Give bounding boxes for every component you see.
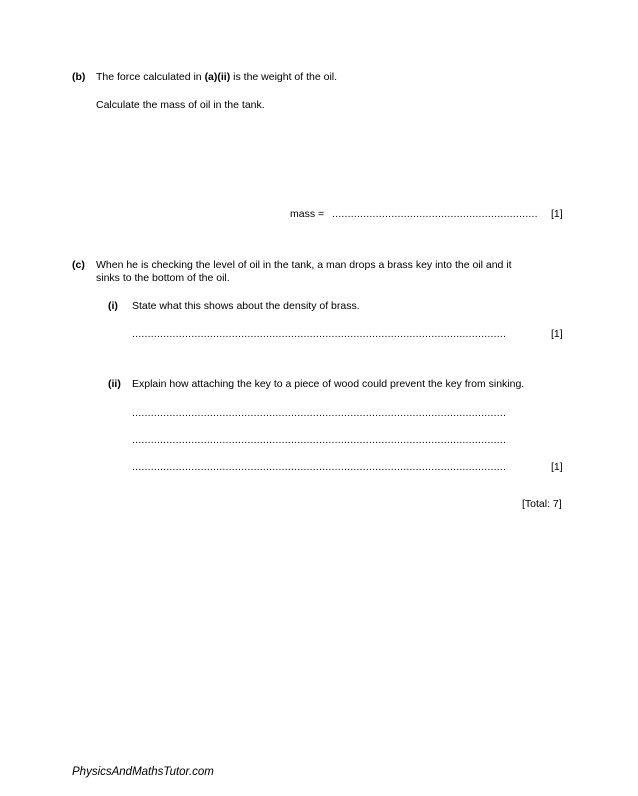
- question-label-c: (c): [72, 259, 85, 271]
- marks-c-ii: [1]: [551, 461, 563, 473]
- question-b-instruction: Calculate the mass of oil in the tank.: [96, 99, 265, 111]
- question-c-stem-line1: When he is checking the level of oil in the tank, a man drops a brass key into the oil and it: [96, 259, 512, 271]
- subquestion-label-i: (i): [108, 300, 118, 312]
- answer-line-i[interactable]: ........................................................................................................................: [132, 328, 507, 340]
- marks-c-i: [1]: [551, 328, 563, 340]
- question-b-text-post: is the weight of the oil.: [230, 71, 338, 83]
- answer-line-ii-2[interactable]: ........................................................................................................................: [132, 434, 507, 446]
- answer-line-ii-1[interactable]: ........................................................................................................................: [132, 407, 507, 419]
- question-c-stem-line2: sinks to the bottom of the oil.: [96, 272, 230, 284]
- subquestion-ii-text: Explain how attaching the key to a piece of wood could prevent the key from sinking.: [132, 378, 525, 390]
- subquestion-i-text: State what this shows about the density of brass.: [132, 300, 360, 312]
- question-b-text: [96, 71, 337, 84]
- question-b-text-pre: The force calculated in: [96, 71, 205, 83]
- marks-b: [1]: [551, 208, 563, 220]
- total-marks: [Total: 7]: [522, 498, 562, 510]
- mass-answer-label: mass =: [290, 208, 325, 220]
- subquestion-label-ii: (ii): [108, 378, 121, 390]
- mass-answer-line[interactable]: ..................................................................: [332, 208, 538, 220]
- question-b-reference: (a)(ii): [204, 71, 231, 83]
- answer-line-ii-3[interactable]: ........................................................................................................................: [132, 461, 507, 473]
- question-label-b: (b): [72, 71, 86, 83]
- footer-brand: PhysicsAndMathsTutor.com: [72, 766, 214, 778]
